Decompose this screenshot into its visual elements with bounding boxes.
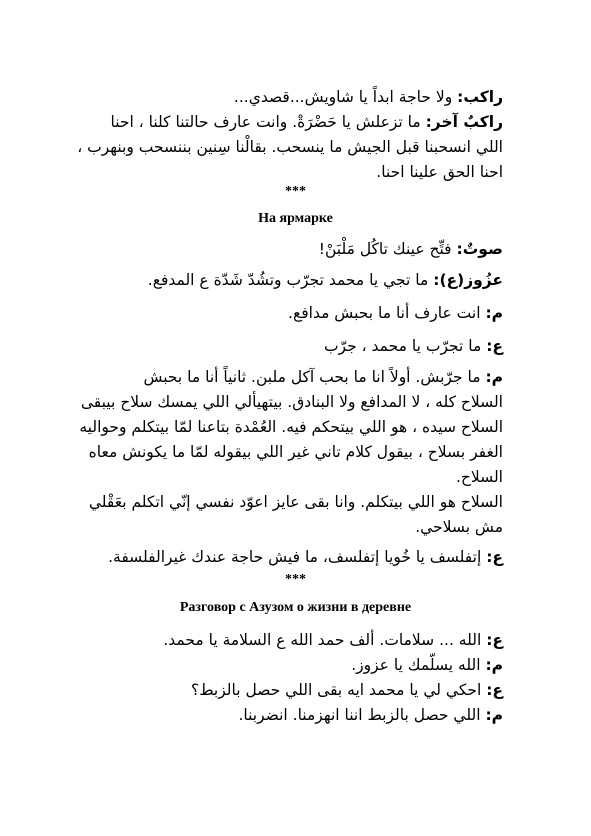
dialogue-line: احنا الحق علينا احنا. xyxy=(376,163,503,181)
dialogue-line: السلاح هو اللي بيتكلم. وانا بقى عايز اعوّد نفسي إنّي اتكلم بعَقْلي xyxy=(88,493,503,511)
speaker-label: راكب: xyxy=(457,88,503,106)
line-text: فتِّح عينك تاكُل مَلْبَنْ! xyxy=(318,240,457,258)
dialogue-line xyxy=(163,627,503,653)
dialogue-line xyxy=(110,109,503,135)
dialogue-line xyxy=(191,677,503,703)
dialogue-line: السلاح كله ، لا المدافع ولا البنادق. بيتهيألي اللي يمسك سلاح بيبقى xyxy=(80,393,503,411)
line-text: ما تزعلش يا حَضْرَةْ. وانت عارف حالتنا كلنا ، احنا xyxy=(110,113,426,131)
dialogue-line xyxy=(288,300,503,326)
speaker-label: م: xyxy=(485,368,503,386)
dialogue-line xyxy=(234,84,503,110)
dialogue-line xyxy=(324,333,503,359)
line-text: إتفلسف يا خُويا إتفلسف، ما فيش حاجة عندك غيرالفلسفة. xyxy=(108,548,487,566)
speaker-label: راكبٌ آخر: xyxy=(425,113,503,131)
line-text: انت عارف أنا ما بحبش مدافع. xyxy=(288,304,486,322)
dialogue-line xyxy=(351,652,503,678)
section-heading: На ярмарке xyxy=(258,211,333,226)
dialogue-line xyxy=(108,544,503,570)
dialogue-line: السلاح سيده ، هو اللي بيتحكم فيه. العُمْدة بتاعنا لمّا بيتكلم وحواليه xyxy=(79,418,503,436)
line-text: احكي لي يا محمد ايه بقى اللي حصل بالزبط؟ xyxy=(190,681,487,699)
section-separator: *** xyxy=(285,572,306,587)
speaker-label: م: xyxy=(485,706,503,724)
line-text: اللي حصل بالزبط اننا انهزمنا. انضربنا. xyxy=(238,706,486,724)
line-text: ما تجي يا محمد تجرّب وتشُدّ شَدّة ع المدفع. xyxy=(147,271,434,289)
dialogue-line xyxy=(148,267,503,293)
speaker-label: ع: xyxy=(486,681,503,699)
speaker-label: صوتٌ: xyxy=(456,240,503,258)
line-text: الله يسلّمك يا عزوز. xyxy=(351,656,486,674)
dialogue-line: الغفر بسلاح ، بيقول كلام تاني غير اللي بيقوله لمّا ما يكونش معاه xyxy=(88,443,503,461)
dialogue-line xyxy=(143,364,503,390)
dialogue-line: اللي انسحبنا قبل الجيش ما ينسحب. بقالْنا سِنين بننسحب وبنهرب ، xyxy=(77,138,503,156)
section-heading: Разговор с Азузом о жизни в деревне xyxy=(179,600,412,615)
dialogue-line xyxy=(319,236,503,262)
section-separator: *** xyxy=(285,184,306,199)
dialogue-line: مش بسلاحي. xyxy=(415,518,503,536)
speaker-label: م: xyxy=(485,304,503,322)
line-text: ولا حاجة ابداً يا شاويش...قصدي... xyxy=(233,88,458,106)
line-text: ما جرّبش. أولاً انا ما بحب آكل ملبن. ثانياً أنا ما بحبش xyxy=(143,368,486,386)
speaker-label: ع: xyxy=(486,631,503,649)
speaker-label: عزُوز(ع): xyxy=(433,271,503,289)
line-text: ما تجرّب يا محمد ، جرّب xyxy=(323,337,487,355)
speaker-label: ع: xyxy=(486,548,503,566)
line-text: الله ... سلامات. ألف حمد الله ع السلامة يا محمد. xyxy=(163,631,487,649)
speaker-label: ع: xyxy=(486,337,503,355)
dialogue-line: السلاح. xyxy=(455,468,503,486)
dialogue-line xyxy=(238,702,503,728)
speaker-label: م: xyxy=(485,656,503,674)
